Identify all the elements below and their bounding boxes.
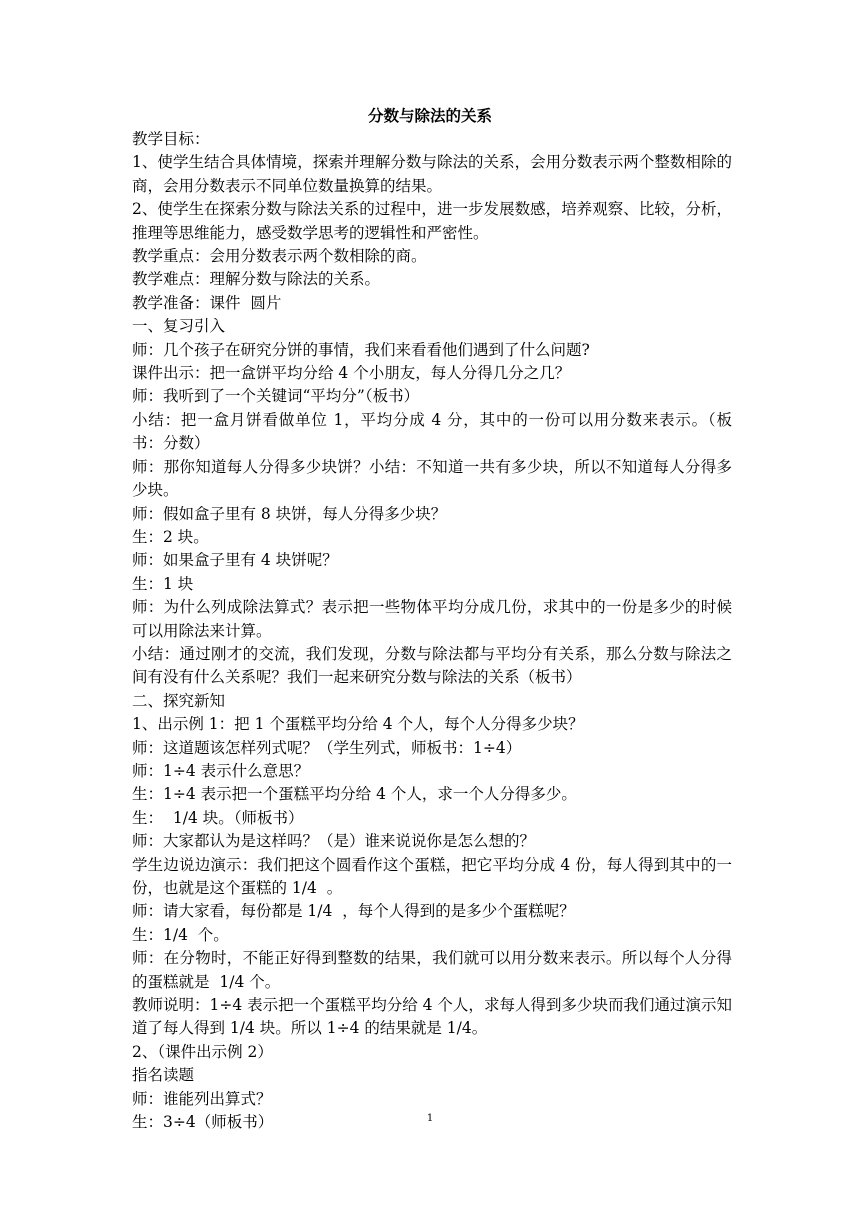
document-title: 分数与除法的关系 xyxy=(367,106,492,125)
section-heading: 二、探究新知 xyxy=(132,691,226,710)
dialogue-line: 师：如果盒子里有 4 块饼呢？ xyxy=(132,551,338,570)
dialogue-line: 生：1/4 个。 xyxy=(132,925,229,944)
example-prompt: 1、出示例 1：把 1 个蛋糕平均分给 4 个人，每个人分得多少块？ xyxy=(132,715,584,734)
dialogue-line: 师：我听到了一个关键词“平均分”（板书） xyxy=(132,387,420,406)
dialogue-line: 指名读题 xyxy=(132,1066,195,1085)
key-point: 教学重点：会用分数表示两个数相除的商。 xyxy=(132,247,427,266)
section-heading: 一、复习引入 xyxy=(132,317,226,336)
objective-item: 2、使学生在探索分数与除法关系的过程中，进一步发展数感，培养观察、比较，分析，推理等思维能力，感受数学思考的逻辑性和严密性。 xyxy=(132,200,732,242)
example-prompt: 2、（课件出示例 2） xyxy=(132,1042,273,1061)
dialogue-line: 生：1 块 xyxy=(132,574,194,593)
dialogue-line: 生：3÷4（师板书） xyxy=(132,1113,274,1132)
dialogue-line: 生：1÷4 表示把一个蛋糕平均分给 4 个人，求一个人分得多少。 xyxy=(132,785,577,804)
section-label-objectives: 教学目标： xyxy=(132,130,210,148)
page-number: 1 xyxy=(426,1113,434,1124)
dialogue-line: 生： 1/4 块。（师板书） xyxy=(132,808,304,827)
dialogue-line: 生：2 块。 xyxy=(132,527,209,546)
dialogue-line: 师：谁能列出算式？ xyxy=(132,1089,272,1108)
dialogue-line: 师：大家都认为是这样吗？（是）谁来说说你是怎么想的？ xyxy=(132,832,536,851)
dialogue-line: 师：在分物时，不能正好得到整数的结果，我们就可以用分数来表示。所以每个人分得的蛋糕就是 1/4 个。 xyxy=(132,949,732,991)
dialogue-line: 师：假如盒子里有 8 块饼，每人分得多少块？ xyxy=(132,504,447,523)
dialogue-line: 师：那你知道每人分得多少块饼？小结：不知道一共有多少块，所以不知道每人分得多少块。 xyxy=(132,457,732,500)
summary-line: 小结：通过刚才的交流，我们发现，分数与除法都与平均分有关系，那么分数与除法之间有没有什么关系呢？我们一起来研究分数与除法的关系（板书） xyxy=(132,644,732,687)
summary-line: 小结：把一盒月饼看做单位 1，平均分成 4 分，其中的一份可以用分数来表示。（板书：分数） xyxy=(132,410,732,453)
dialogue-line: 师：请大家看，每份都是 1/4 ，每个人得到的是多少个蛋糕呢？ xyxy=(132,902,575,921)
difficult-point: 教学难点：理解分数与除法的关系。 xyxy=(132,270,381,289)
dialogue-line: 师：几个孩子在研究分饼的事情，我们来看看他们遇到了什么问题? xyxy=(132,340,590,359)
document-body xyxy=(132,128,732,1134)
preparation: 教学准备：课件 圆片 xyxy=(132,293,282,312)
dialogue-line: 师：为什么列成除法算式？表示把一些物体平均分成几份，求其中的一份是多少的时候可以用除法来计算。 xyxy=(132,598,732,640)
objective-item: 1、使学生结合具体情境，探索并理解分数与除法的关系，会用分数表示两个整数相除的商，会用分数表示不同单位数量换算的结果。 xyxy=(132,153,732,195)
dialogue-line: 师：1÷4 表示什么意思？ xyxy=(132,761,310,780)
dialogue-line: 学生边说边演示：我们把这个圆看作这个蛋糕，把它平均分成 4 份，每人得到其中的一份，也就是这个蛋糕的 1/4 。 xyxy=(132,855,732,897)
dialogue-line: 课件出示：把一盒饼平均分给 4 个小朋友，每人分得几分之几？ xyxy=(132,364,571,383)
explanation-line: 教师说明：1÷4 表示把一个蛋糕平均分给 4 个人，求每人得到多少块而我们通过演示知道了每人得到 1/4 块。所以 1÷4 的结果就是 1/4。 xyxy=(132,996,732,1038)
dialogue-line: 师：这道题该怎样列式呢？（学生列式，师板书：1÷4） xyxy=(132,738,522,757)
